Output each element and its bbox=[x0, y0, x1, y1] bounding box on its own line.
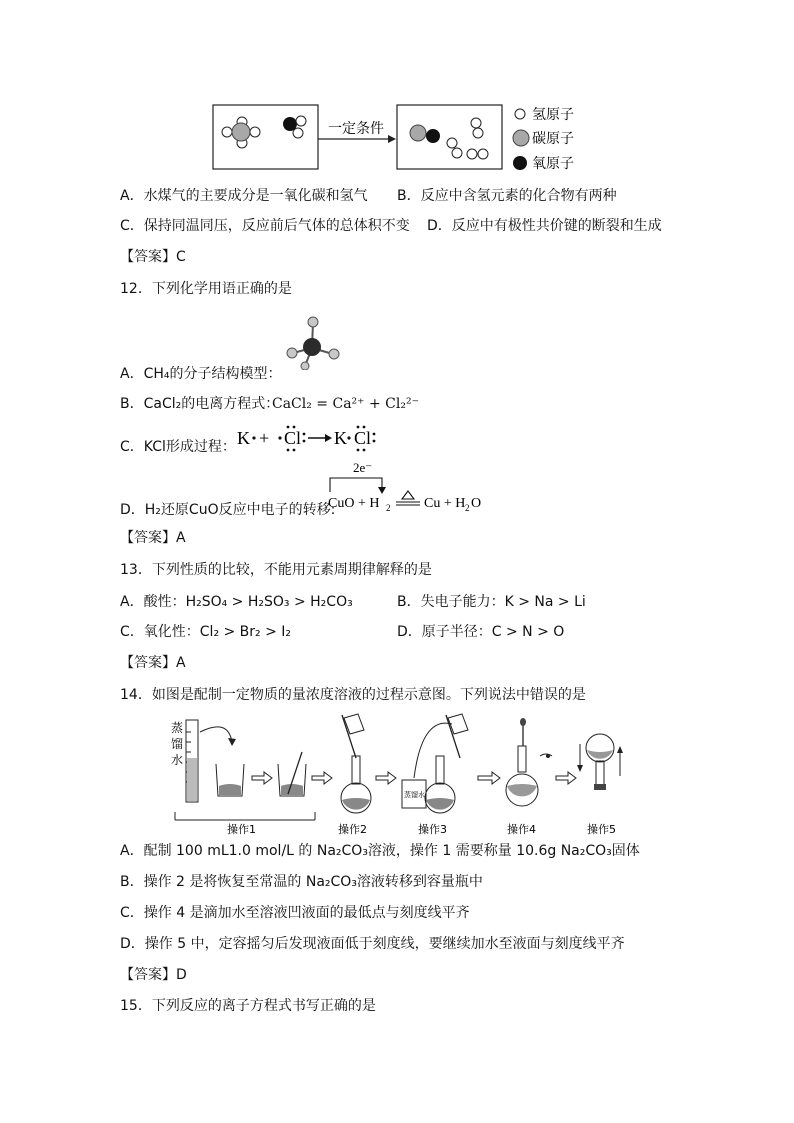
svg-text:O: O bbox=[471, 496, 482, 511]
q15-stem: 15．下列反应的离子方程式书写正确的是 bbox=[120, 998, 376, 1014]
q13-stem: 13．下列性质的比较，不能用元素周期律解释的是 bbox=[120, 562, 432, 578]
op1-label: 操作1 bbox=[227, 823, 256, 836]
svg-text:2: 2 bbox=[386, 503, 391, 513]
op4-label: 操作4 bbox=[507, 823, 536, 836]
c-atom bbox=[232, 123, 250, 141]
legend-h: 氢原子 bbox=[532, 107, 574, 123]
svg-text:2: 2 bbox=[465, 503, 470, 513]
q14-option-d: D．操作 5 中，定容摇匀后发现液面低于刻度线，要继续加水至液面与刻度线平齐 bbox=[120, 936, 625, 952]
h-atom bbox=[287, 348, 297, 358]
svg-text:Cl: Cl bbox=[354, 428, 372, 448]
h-atom bbox=[301, 362, 309, 370]
q12-answer: 【答案】A bbox=[120, 530, 186, 546]
legend-c-icon bbox=[513, 130, 529, 146]
q12-option-c-label: C．KCl形成过程： bbox=[120, 439, 236, 455]
q14-option-a: A．配制 100 mL1.0 mol/L 的 Na₂CO₃溶液，操作 1 需要称量 10.6g Na₂CO₃固体 bbox=[120, 843, 640, 859]
legend-o-icon bbox=[513, 156, 527, 170]
c-atom bbox=[303, 338, 321, 356]
h-atom bbox=[293, 128, 303, 138]
legend-c: 碳原子 bbox=[532, 131, 574, 147]
svg-text:K: K bbox=[334, 428, 347, 448]
h-atom bbox=[471, 118, 481, 128]
q13-option-a: A．酸性：H₂SO₄ > H₂SO₃ > H₂CO₃ bbox=[120, 594, 353, 610]
h-atom bbox=[452, 148, 462, 158]
h-atom bbox=[296, 116, 306, 126]
q11-option-c: C．保持同温同压，反应前后气体的总体积不变 bbox=[120, 218, 410, 234]
q12-option-b-label: B．CaCl₂的电离方程式： bbox=[120, 396, 280, 412]
q14-option-b: B．操作 2 是将恢复至常温的 Na₂CO₃溶液转移到容量瓶中 bbox=[120, 874, 483, 890]
q14-stem: 14．如图是配制一定物质的量浓度溶液的过程示意图。下列说法中错误的是 bbox=[120, 687, 586, 703]
svg-text:CuO + H: CuO + H bbox=[328, 496, 380, 511]
legend-o: 氧原子 bbox=[532, 156, 574, 172]
bottle-label-3: 水 bbox=[171, 753, 184, 767]
op3-label: 操作3 bbox=[418, 823, 447, 836]
q12-option-a: A．CH₄的分子结构模型： bbox=[120, 366, 282, 382]
solution-prep-diagram bbox=[160, 712, 640, 836]
reaction-diagram bbox=[200, 95, 600, 177]
h-atom bbox=[467, 149, 477, 159]
h-atom bbox=[222, 127, 232, 137]
h-atom bbox=[478, 149, 488, 159]
q12-option-d-label: D．H₂还原CuO反应中电子的转移: bbox=[120, 502, 336, 518]
flask-neck bbox=[352, 756, 360, 784]
q12-option-b-equation: CaCl₂ = Ca²⁺ + Cl₂²⁻ bbox=[272, 396, 419, 412]
bottle-label-1: 蒸 bbox=[171, 721, 184, 735]
q12-stem: 12．下列化学用语正确的是 bbox=[120, 281, 292, 297]
h-atom bbox=[473, 128, 483, 138]
condition-label: 一定条件 bbox=[328, 121, 384, 137]
q11-option-a: A．水煤气的主要成分是一氧化碳和氢气 bbox=[120, 188, 368, 204]
h-atom bbox=[250, 127, 260, 137]
q11-answer: 【答案】C bbox=[120, 249, 186, 265]
h-atom bbox=[329, 349, 339, 359]
wash-bottle-label: 蒸馏水 bbox=[404, 791, 425, 799]
svg-text:Cl: Cl bbox=[284, 428, 302, 448]
q11-option-b: B．反应中含氢元素的化合物有两种 bbox=[397, 188, 617, 204]
h-atom bbox=[447, 138, 457, 148]
q13-option-c: C．氧化性：Cl₂ > Br₂ > I₂ bbox=[120, 624, 292, 640]
o-atom bbox=[426, 129, 440, 143]
svg-text:+: + bbox=[259, 428, 270, 448]
svg-text:Cu + H: Cu + H bbox=[424, 496, 466, 511]
q14-option-c: C．操作 4 是滴加水至溶液凹液面的最低点与刻度线平齐 bbox=[120, 905, 470, 921]
electron-transfer-diagram bbox=[326, 458, 492, 514]
h-atom bbox=[308, 317, 318, 327]
op5-label: 操作5 bbox=[587, 823, 616, 836]
kcl-formation-diagram bbox=[234, 424, 390, 458]
q11-option-d: D．反应中有极性共价键的断裂和生成 bbox=[427, 218, 662, 234]
q14-answer: 【答案】D bbox=[120, 967, 187, 983]
electron-count: 2e⁻ bbox=[353, 460, 373, 475]
q13-option-b: B．失电子能力：K > Na > Li bbox=[397, 594, 586, 610]
op2-label: 操作2 bbox=[338, 823, 367, 836]
q13-answer: 【答案】A bbox=[120, 655, 186, 671]
svg-text:K: K bbox=[237, 428, 250, 448]
q13-option-d: D．原子半径：C > N > O bbox=[397, 624, 565, 640]
ch4-ball-model bbox=[283, 312, 345, 370]
legend-h-icon bbox=[515, 109, 525, 119]
c-atom bbox=[410, 125, 426, 141]
bottle-label-2: 馏 bbox=[171, 737, 184, 751]
